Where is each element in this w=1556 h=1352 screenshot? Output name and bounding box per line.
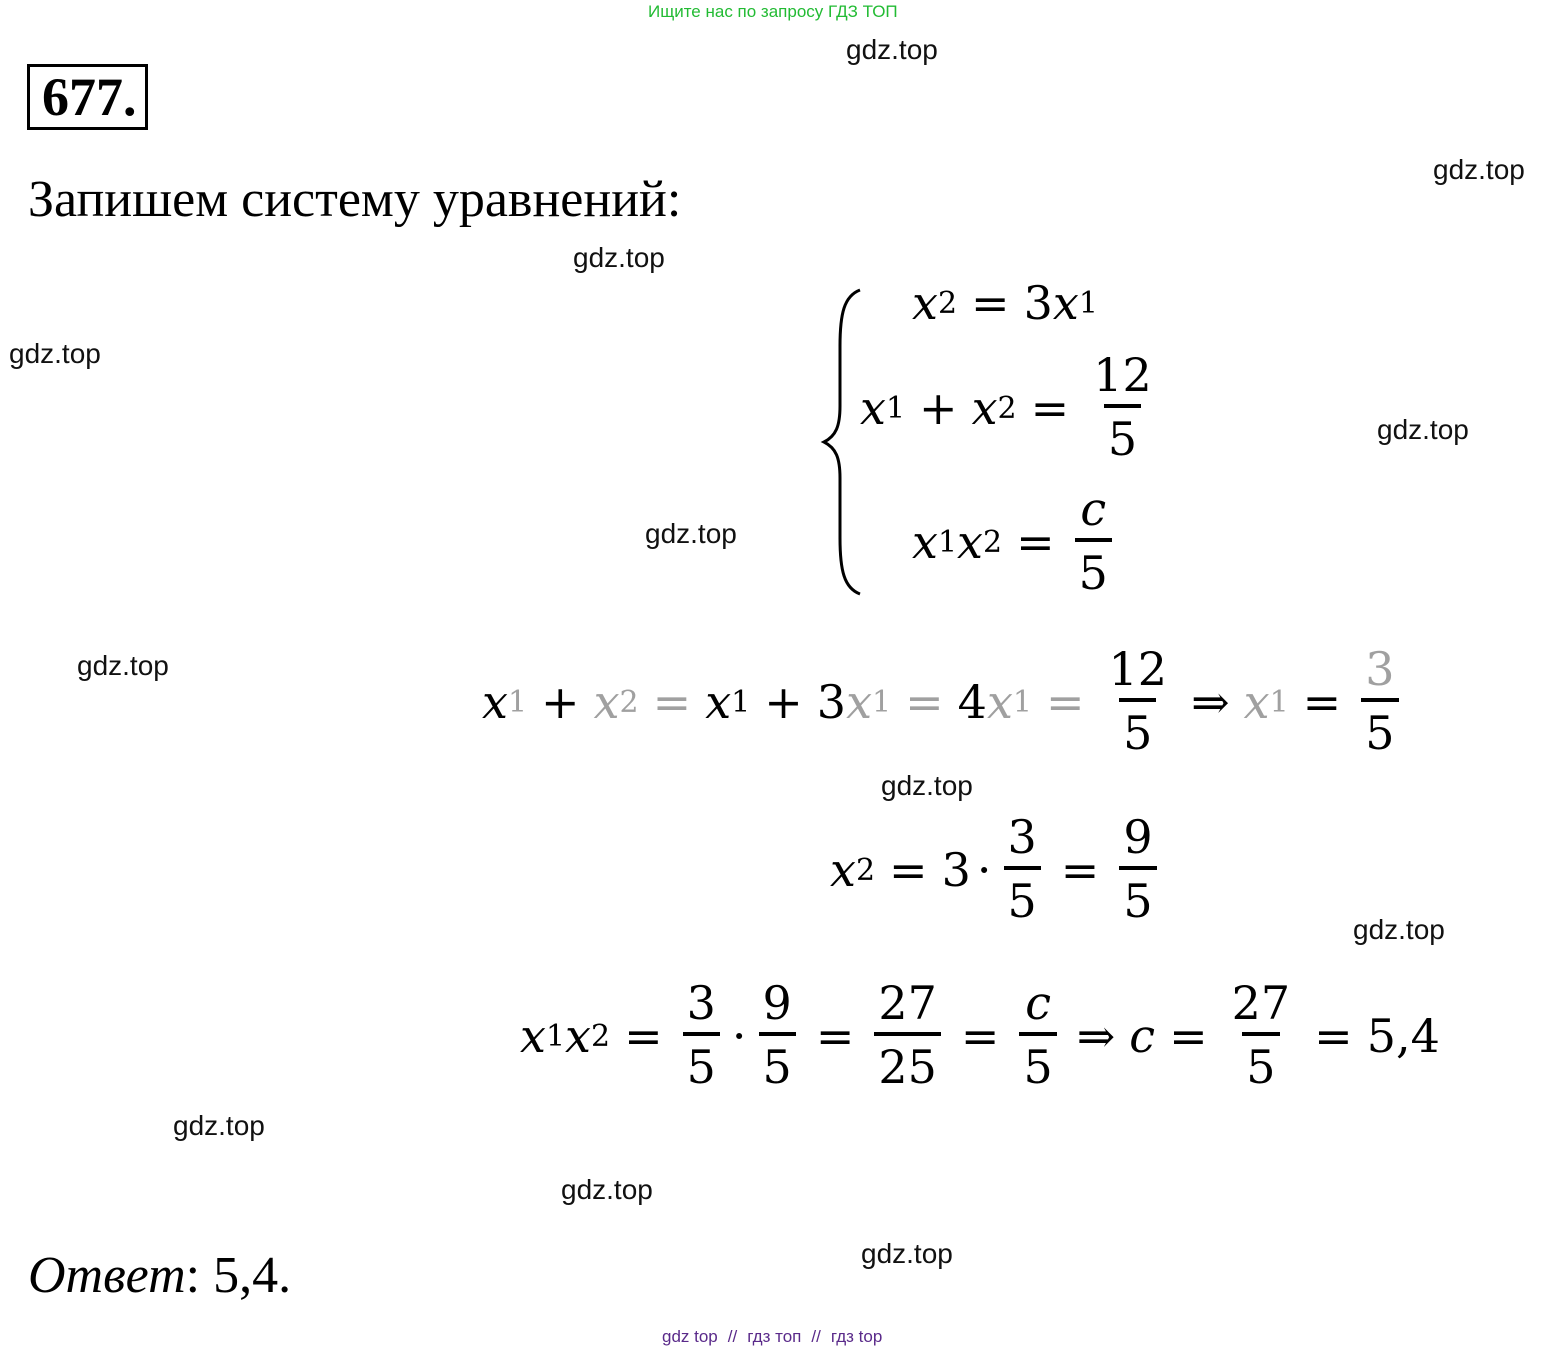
watermark: gdz.top: [1433, 154, 1525, 185]
answer: [28, 1246, 291, 1305]
answer-value: : 5,4.: [185, 1247, 292, 1304]
fraction: $\frac{27}{25}$: [874, 974, 941, 1098]
watermark: gdz.top: [9, 338, 101, 369]
fraction: $\frac{3}{5}$: [683, 974, 720, 1098]
watermark: gdz.top: [1353, 914, 1445, 945]
system-brace: [818, 286, 866, 598]
fraction: $\frac{c}{5}$: [1019, 974, 1056, 1098]
top-banner[interactable]: Ищите нас по запросу ГДЗ ТОП: [648, 2, 898, 21]
footer-link[interactable]: гдз top: [830, 1327, 883, 1346]
watermark: gdz.top: [573, 242, 665, 273]
fraction: $\frac{12}{5}$: [1105, 640, 1172, 764]
watermark: gdz.top: [861, 1238, 953, 1269]
watermark: gdz.top: [173, 1110, 265, 1141]
solution-line-1: x 1 + x 2 = x 1 + 3 x 1 = 4 x 1 = $\frac{12}{5}$ ⇒ x 1 = $\frac{3}{5}$: [482, 640, 1405, 764]
answer-label: Ответ: [28, 1247, 186, 1304]
watermark: gdz.top: [77, 650, 169, 681]
watermark: gdz.top: [881, 770, 973, 801]
fraction: $\frac{9}{5}$: [1119, 808, 1156, 932]
system-eq-1: x 2 = 3 x 1: [912, 276, 1098, 330]
watermark: gdz.top: [645, 518, 737, 549]
problem-number: 677.: [27, 64, 148, 130]
fraction: $\frac{9}{5}$: [759, 974, 796, 1098]
fraction: $\frac{3}{5}$: [1004, 808, 1041, 932]
fraction: $\frac{12}{5}$: [1089, 346, 1156, 470]
intro-text: Запишем систему уравнений:: [28, 171, 682, 228]
footer-link[interactable]: гдз топ: [747, 1327, 802, 1346]
fraction: $\frac{27}{5}$: [1228, 974, 1295, 1098]
footer-links: gdz top // гдз топ // гдз top: [662, 1327, 883, 1346]
watermark: gdz.top: [561, 1174, 653, 1205]
solution-line-3: x 1 x 2 = $\frac{3}{5}$ · $\frac{9}{5}$ = $\frac{27}{25}$ = $\frac{c}{5}$ ⇒ c = $\frac{27}{5}$ = 5,4: [520, 974, 1440, 1098]
fraction: $\frac{c}{5}$: [1075, 480, 1112, 604]
solution-line-2: x 2 = 3 · $\frac{3}{5}$ = $\frac{9}{5}$: [830, 808, 1163, 932]
system-eq-2: x 1 + x 2 = $\frac{12}{5}$: [860, 346, 1162, 470]
watermark: gdz.top: [1377, 414, 1469, 445]
footer-link[interactable]: gdz top: [662, 1327, 718, 1346]
system-eq-3: x 1 x 2 = $\frac{c}{5}$: [912, 480, 1118, 604]
fraction: $\frac{3}{5}$: [1361, 640, 1398, 764]
watermark: gdz.top: [846, 34, 938, 65]
